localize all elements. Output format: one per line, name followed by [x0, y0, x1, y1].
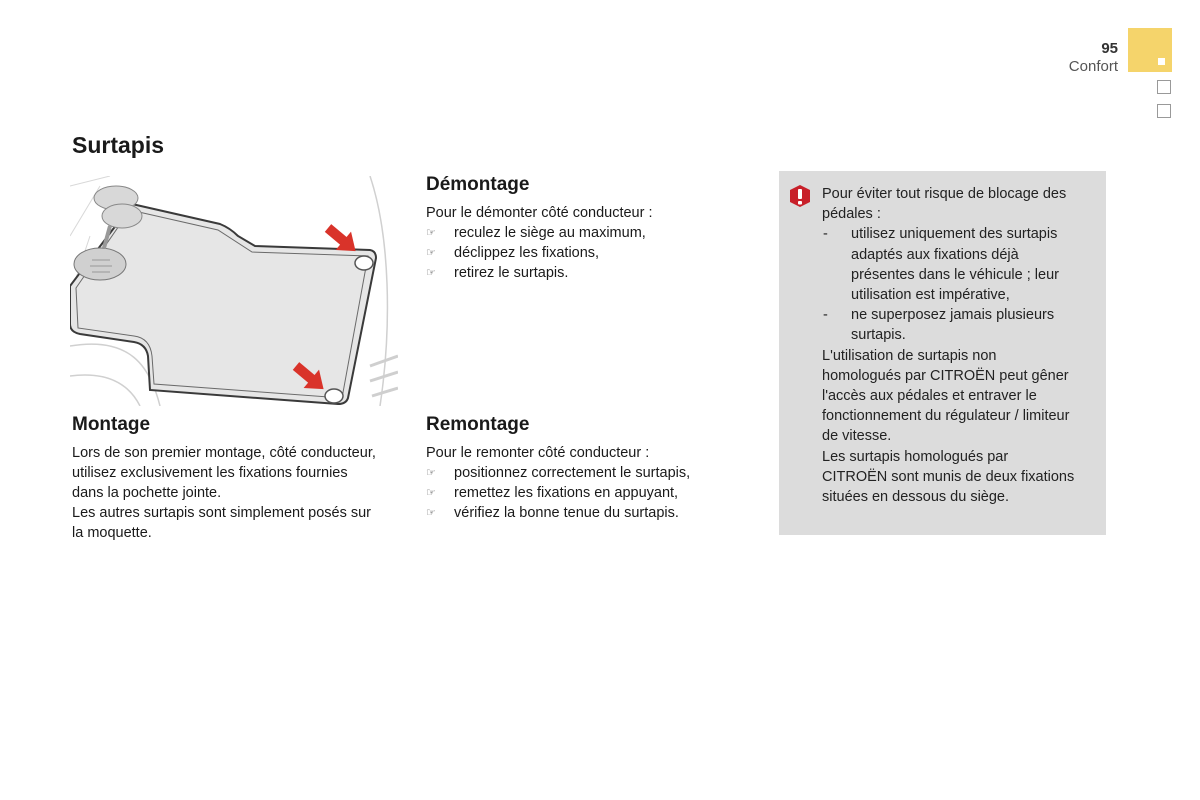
chapter-tab-marker — [1128, 28, 1172, 72]
demontage-steps — [426, 223, 756, 283]
list-item: - ne superposez jamais plusieurs surtapis. — [823, 307, 1055, 344]
chapter-tab-box — [1157, 80, 1171, 94]
pointing-hand-icon: ☞ — [426, 467, 436, 479]
list-item: ☞ remettez les fixations en appuyant, — [426, 485, 679, 501]
fixing-point — [325, 389, 343, 403]
warning-icon — [789, 184, 811, 208]
fixing-point — [355, 256, 373, 270]
warning-list — [822, 224, 1097, 345]
demontage-intro: Pour le démonter côté conducteur : — [426, 205, 653, 221]
remontage-intro: Pour le remonter côté conducteur : — [426, 445, 650, 461]
demontage-text — [426, 203, 756, 283]
floor-mat-illustration — [70, 176, 398, 406]
remontage-heading: Remontage — [426, 414, 530, 435]
warning-paragraph-line: de vitesse. — [822, 428, 892, 445]
remontage-text — [426, 443, 756, 523]
list-item: ☞ reculez le siège au maximum, — [426, 225, 646, 241]
section-name: Confort — [1068, 58, 1118, 75]
list-item: ☞ positionnez correctement le surtapis, — [426, 465, 691, 481]
warning-paragraph-line: CITROËN sont munis de deux fixations — [822, 468, 1075, 485]
list-item: ☞ déclippez les fixations, — [426, 245, 600, 261]
chapter-tab-box — [1157, 104, 1171, 118]
remontage-steps — [426, 463, 756, 523]
montage-line: dans la pochette jointe. — [72, 485, 222, 501]
list-item: ☞ retirez le surtapis. — [426, 265, 569, 281]
montage-heading: Montage — [72, 414, 151, 435]
pointing-hand-icon: ☞ — [426, 487, 436, 499]
demontage-heading: Démontage — [426, 174, 530, 195]
montage-text — [72, 443, 412, 543]
list-item: - utilisez uniquement des surtapis adaptés aux fixations déjà présentes dans le véhicule ; leur utilisation est impérative, — [823, 226, 1059, 304]
list-item: ☞ vérifiez la bonne tenue du surtapis. — [426, 505, 679, 521]
warning-paragraph-line: l'accès aux pédales et entraver le — [822, 388, 1037, 405]
warning-intro-line: pédales : — [822, 206, 881, 223]
warning-paragraph-line: Les surtapis homologués par — [822, 448, 1009, 465]
warning-box — [779, 171, 1106, 535]
warning-intro-line: Pour éviter tout risque de blocage des — [822, 186, 1067, 202]
pointing-hand-icon: ☞ — [426, 227, 436, 239]
warning-text — [822, 184, 1097, 507]
warning-paragraph-line: fonctionnement du régulateur / limiteur — [822, 408, 1070, 425]
warning-paragraph-line: situées en dessous du siège. — [822, 489, 1010, 506]
montage-line: la moquette. — [72, 525, 152, 541]
page-number: 95 — [1101, 40, 1118, 57]
montage-line: utilisez exclusivement les fixations fournies — [72, 465, 348, 481]
montage-line: Lors de son premier montage, côté conducteur, — [72, 445, 376, 461]
warning-paragraph-line: L'utilisation de surtapis non — [822, 347, 997, 364]
page-title: Surtapis — [72, 132, 165, 158]
pointing-hand-icon: ☞ — [426, 507, 436, 519]
warning-paragraph-line: homologués par CITROËN peut gêner — [822, 367, 1069, 384]
pointing-hand-icon: ☞ — [426, 247, 436, 259]
montage-line: Les autres surtapis sont simplement posés sur — [72, 505, 371, 521]
pointing-hand-icon: ☞ — [426, 267, 436, 279]
